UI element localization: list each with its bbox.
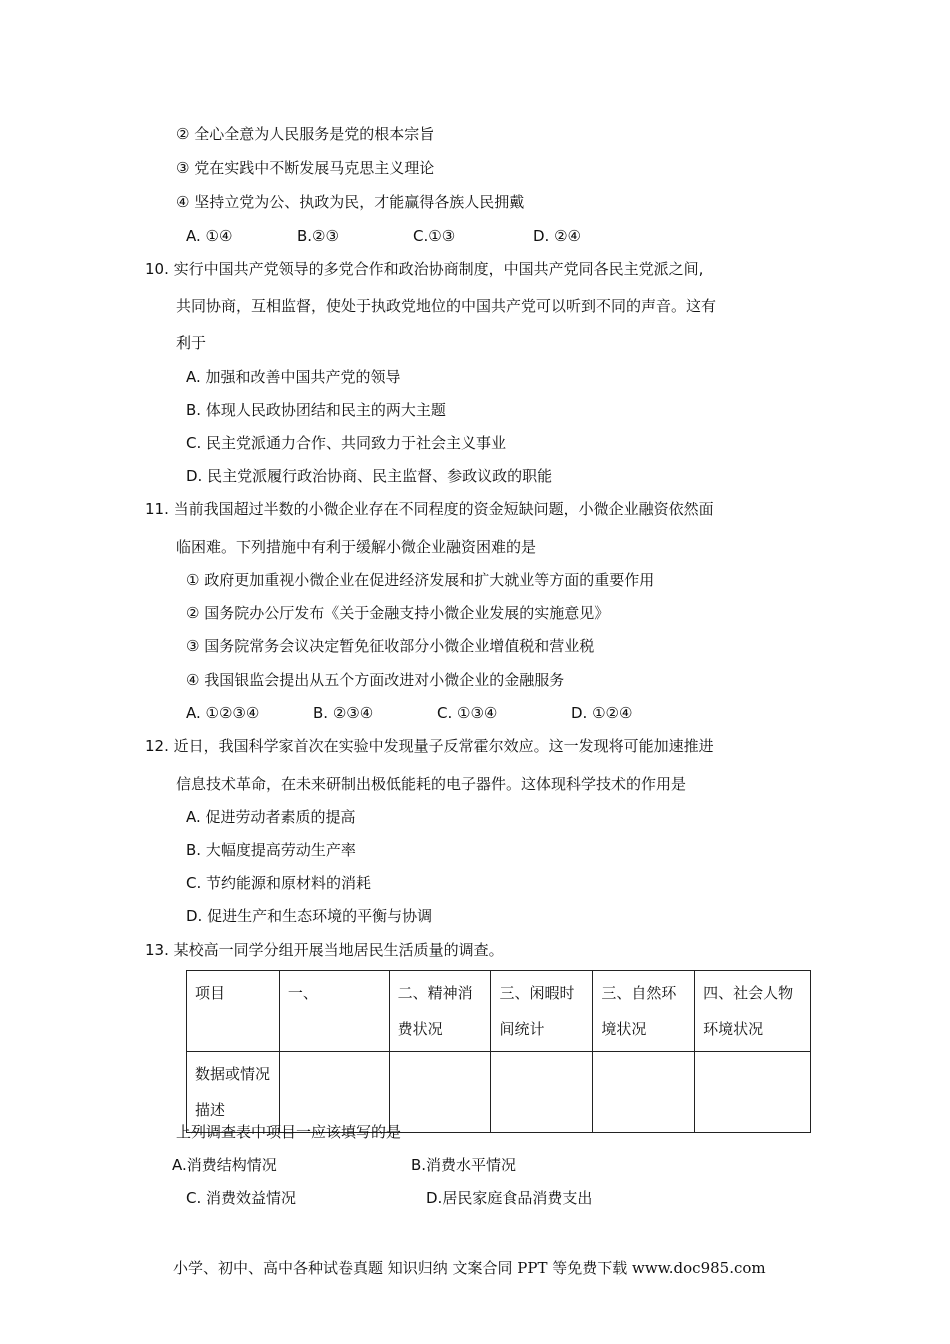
q9-item-2: ② 全心全意为人民服务是党的根本宗旨: [176, 125, 435, 143]
table-cell: 四、社会人物环境状况: [695, 971, 811, 1052]
table-cell: [491, 1052, 593, 1133]
q10-option-d: D. 民主党派履行政治协商、民主监督、参政议政的职能: [186, 467, 553, 485]
survey-table: [186, 970, 811, 1133]
table-cell: [695, 1052, 811, 1133]
q12-option-b: B. 大幅度提高劳动生产率: [186, 841, 356, 859]
q9-choice-b: B.②③: [297, 227, 339, 245]
q11-choice-a: A. ①②③④: [186, 704, 260, 722]
q11-item-2: ② 国务院办公厅发布《关于金融支持小微企业发展的实施意见》: [186, 604, 610, 622]
q11-stem-line-2: 临困难。下列措施中有利于缓解小微企业融资困难的是: [176, 538, 537, 556]
q13-choice-d: D.居民家庭食品消费支出: [426, 1189, 593, 1207]
q10-option-b: B. 体现人民政协团结和民主的两大主题: [186, 401, 446, 419]
q13-choice-c: C. 消费效益情况: [186, 1189, 297, 1207]
q10-stem-line-1: 10. 实行中国共产党领导的多党合作和政治协商制度，中国共产党同各民主党派之间,: [145, 260, 704, 278]
table-cell: 一、: [279, 971, 389, 1052]
q12-stem-line-2: 信息技术革命，在未来研制出极低能耗的电子器件。这体现科学技术的作用是: [176, 775, 687, 793]
q13-question: 上列调查表中项目一应该填写的是: [176, 1123, 402, 1141]
table-cell: 二、精神消费状况: [389, 971, 491, 1052]
q10-option-c: C. 民主党派通力合作、共同致力于社会主义事业: [186, 434, 507, 452]
table-header-row: [187, 971, 811, 1052]
q11-item-3: ③ 国务院常务会议决定暂免征收部分小微企业增值税和营业税: [186, 637, 595, 655]
page-footer: 小学、初中、高中各种试卷真题 知识归纳 文案合同 PPT 等免费下载 www.doc985.com: [173, 1259, 766, 1277]
q9-choice-c: C.①③: [413, 227, 456, 245]
q11-stem-line-1: 11. 当前我国超过半数的小微企业存在不同程度的资金短缺问题，小微企业融资依然面: [145, 500, 714, 518]
q9-choice-a: A. ①④: [186, 227, 233, 245]
q11-choice-b: B. ②③④: [313, 704, 374, 722]
q12-stem-line-1: 12. 近日，我国科学家首次在实验中发现量子反常霍尔效应。这一发现将可能加速推进: [145, 737, 714, 755]
table-cell: 三、自然环境状况: [593, 971, 695, 1052]
table-cell: [389, 1052, 491, 1133]
q12-option-c: C. 节约能源和原材料的消耗: [186, 874, 372, 892]
table-row: [187, 1052, 811, 1133]
q12-option-a: A. 促进劳动者素质的提高: [186, 808, 356, 826]
q12-option-d: D. 促进生产和生态环境的平衡与协调: [186, 907, 433, 925]
q10-stem-line-3: 利于: [176, 334, 207, 352]
table-cell: [279, 1052, 389, 1133]
q13-choice-b: B.消费水平情况: [411, 1156, 517, 1174]
table-cell: 项目: [187, 971, 280, 1052]
q9-choice-d: D. ②④: [533, 227, 581, 245]
q11-item-4: ④ 我国银监会提出从五个方面改进对小微企业的金融服务: [186, 671, 565, 689]
q11-choice-d: D. ①②④: [571, 704, 633, 722]
table-cell: [593, 1052, 695, 1133]
table-cell: 数据或情况描述: [187, 1052, 280, 1133]
q11-item-1: ① 政府更加重视小微企业在促进经济发展和扩大就业等方面的重要作用: [186, 571, 655, 589]
q13-choice-a: A.消费结构情况: [172, 1156, 277, 1174]
q11-choice-c: C. ①③④: [437, 704, 498, 722]
q10-stem-line-2: 共同协商，互相监督，使处于执政党地位的中国共产党可以听到不同的声音。这有: [176, 297, 717, 315]
q9-choices: [186, 226, 786, 246]
q13-stem: 13. 某校高一同学分组开展当地居民生活质量的调查。: [145, 941, 504, 959]
q9-item-4: ④ 坚持立党为公、执政为民，才能赢得各族人民拥戴: [176, 193, 525, 211]
table-cell: 三、闲暇时间统计: [491, 971, 593, 1052]
q9-item-3: ③ 党在实践中不断发展马克思主义理论: [176, 159, 435, 177]
q10-option-a: A. 加强和改善中国共产党的领导: [186, 368, 401, 386]
q11-choices: [186, 703, 786, 723]
